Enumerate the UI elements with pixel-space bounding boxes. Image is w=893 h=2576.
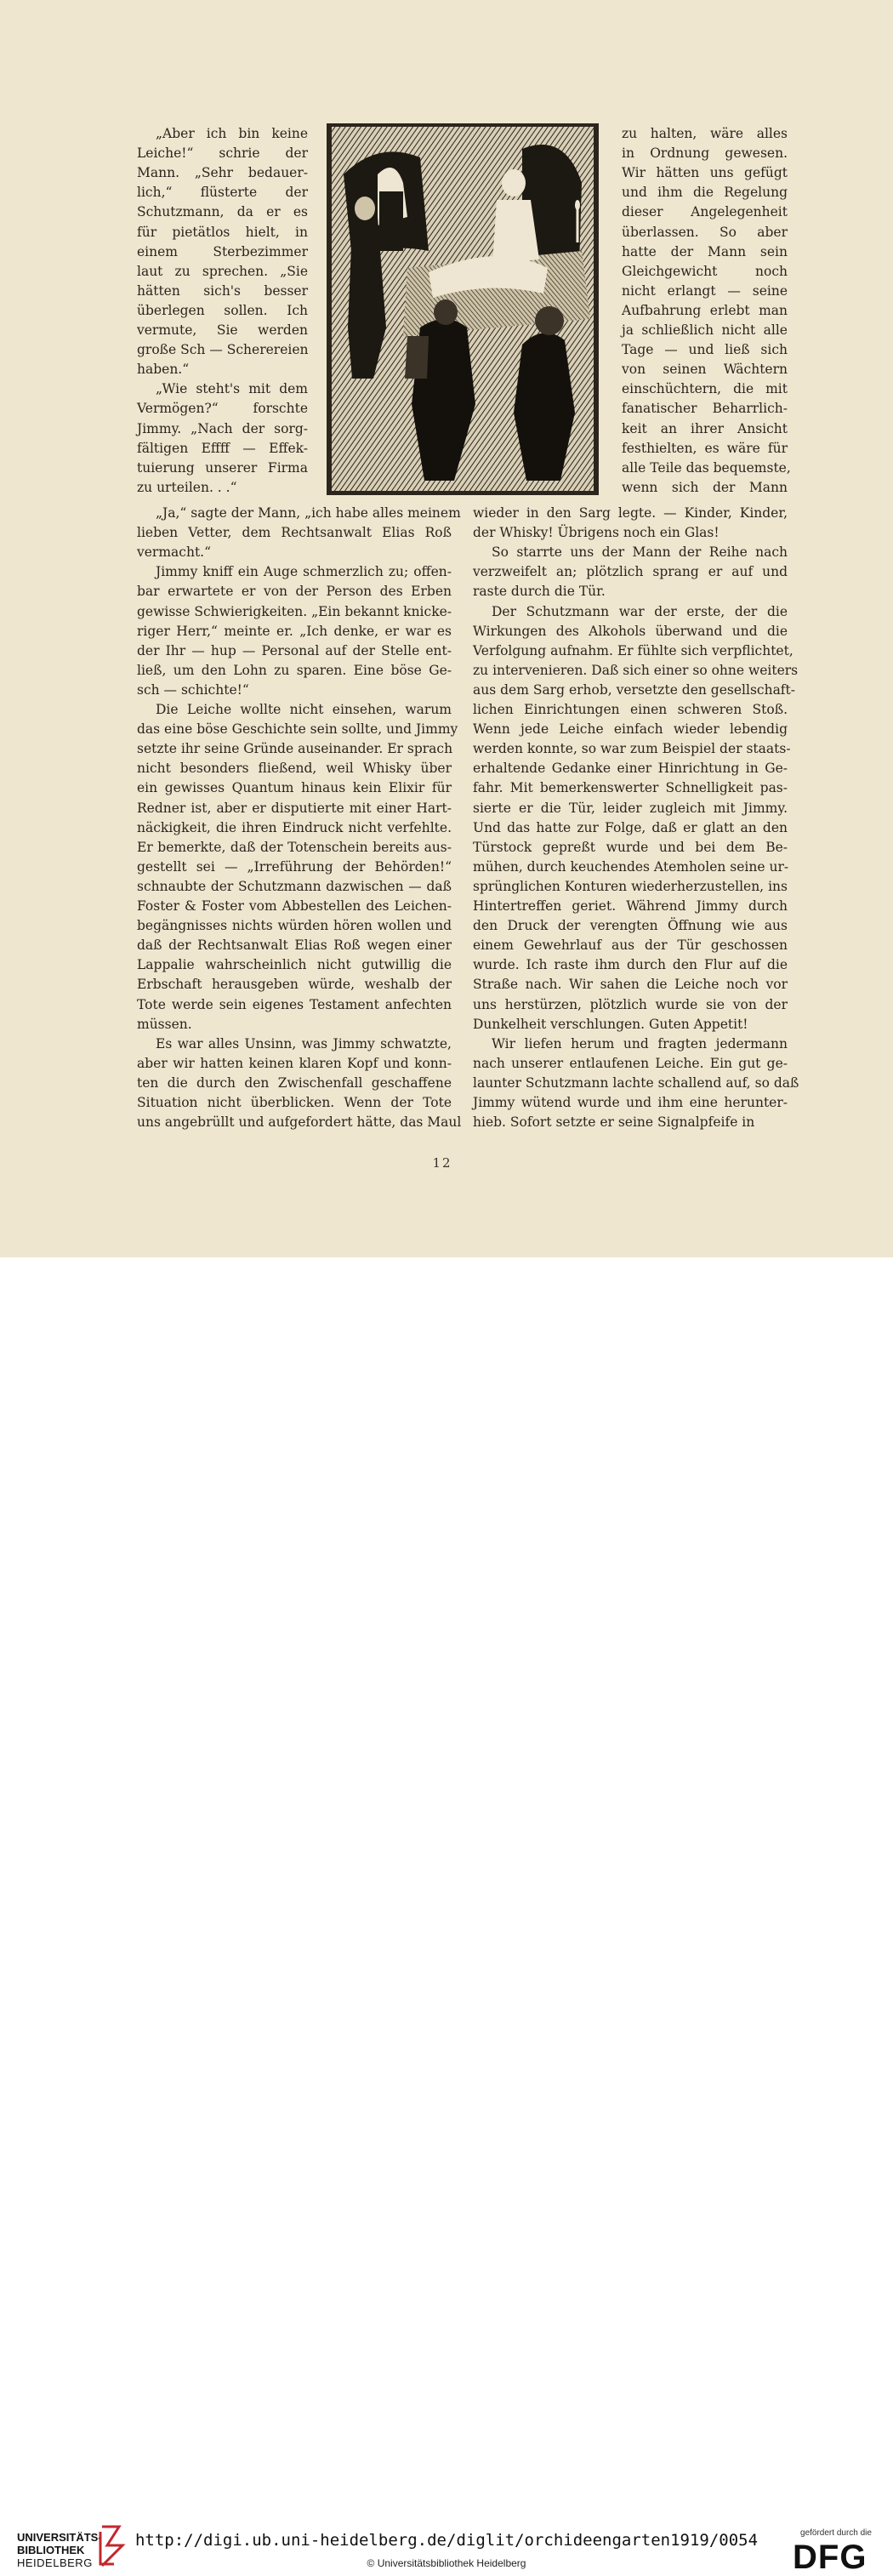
- text-line: wieder in den Sarg legte. — Kinder, Kinder,: [473, 505, 788, 521]
- scanned-page: [0, 0, 893, 1257]
- text-line: Wenn jede Leiche einfach wieder lebendig: [473, 721, 788, 737]
- text-line: wurde. Ich raste ihm durch den Flur auf die: [473, 957, 788, 972]
- text-line: „Ja,“ sagte der Mann, „ich habe alles meinem: [156, 505, 461, 521]
- text-line: nicht erlangt — seine: [622, 283, 788, 299]
- text-line: das eine böse Geschichte sein sollte, und Jimmy: [137, 721, 458, 737]
- text-line: lich,“ flüsterte der: [137, 185, 308, 200]
- text-line: wenn sich der Mann: [622, 480, 788, 495]
- text-line: nach unserer entlaufenen Leiche. Ein gut ge-: [473, 1056, 788, 1071]
- text-line: tuierung unserer Firma: [137, 460, 308, 476]
- text-line: laut zu sprechen. „Sie: [137, 264, 308, 279]
- text-line: Und das hatte zur Folge, daß er glatt an den: [473, 820, 788, 835]
- text-line: zu urteilen. . .“: [137, 480, 237, 495]
- text-line: festhielten, es wäre für: [622, 441, 788, 456]
- text-line: Leiche!“ schrie der: [137, 145, 308, 161]
- text-line: erhaltende Gedanke einer Hinrichtung in Ge-: [473, 761, 788, 776]
- text-line: große Sch — Scherereien: [137, 342, 309, 357]
- text-line: näckigkeit, die ihren Eindruck nicht verfehlte.: [137, 820, 452, 835]
- text-line: Jimmy wütend wurde und ihm eine herunter-: [473, 1095, 788, 1110]
- text-line: Wir liefen herum und fragten jedermann: [492, 1036, 788, 1051]
- text-line: Aufbahrung erlebt man: [622, 303, 788, 318]
- text-line: Foster & Foster vom Abbestellen des Leichen-: [137, 898, 452, 914]
- text-line: Die Leiche wollte nicht einsehen, warum: [156, 702, 452, 717]
- library-name-line1: UNIVERSITÄTS-: [17, 2531, 102, 2544]
- text-line: So starrte uns der Mann der Reihe nach: [492, 544, 788, 560]
- text-line: in Ordnung gewesen.: [622, 145, 788, 161]
- text-line: Tote werde sein eigenes Testament anfechten: [137, 997, 452, 1012]
- text-line: hätten sich's besser: [137, 283, 308, 299]
- text-line: sierte er die Tür, leider zugleich mit Jimmy.: [473, 801, 788, 816]
- text-line: und ihm die Regelung: [622, 185, 788, 200]
- text-line: raste durch die Tür.: [473, 584, 606, 599]
- text-line: Straße nach. Wir sahen die Leiche noch vor: [473, 977, 788, 992]
- text-line: werden konnte, so war zum Beispiel der staats-: [473, 741, 791, 756]
- text-line: Schutzmann, da er es: [137, 204, 308, 219]
- text-line: Wirkungen des Alkohols überwand und die: [473, 624, 788, 639]
- library-name-line3: HEIDELBERG: [17, 2556, 93, 2569]
- text-line: ein gewisses Quantum hinaus kein Elixir für: [137, 780, 452, 795]
- text-line: Jimmy kniff ein Auge schmerzlich zu; offen-: [156, 564, 452, 579]
- text-line: „Wie steht's mit dem: [156, 381, 308, 396]
- text-line: Er bemerkte, daß der Totenschein bereits aus-: [137, 840, 452, 855]
- text-line: Mann. „Sehr bedauer-: [137, 165, 308, 180]
- text-line: vermute, Sie werden: [137, 322, 308, 338]
- text-line: launter Schutzmann lachte schallend auf, so daß: [473, 1075, 799, 1091]
- text-line: nicht besonders fließend, weil Whisky über: [137, 761, 452, 776]
- text-line: einem Gewehrlauf aus der Tür geschossen: [473, 938, 788, 953]
- text-line: begängnisses nichts würden hören wollen und: [137, 918, 452, 933]
- text-line: Tage — und ließ sich: [622, 342, 788, 357]
- text-line: Redner ist, aber er disputierte mit einer Hart-: [137, 801, 452, 816]
- text-line: zu intervenieren. Daß sich einer so ohne weiters: [473, 663, 799, 678]
- text-line: dieser Angelegenheit: [622, 204, 788, 219]
- text-line: Türstock gepreßt wurde und bei dem Be-: [473, 840, 788, 855]
- text-line: hieb. Sofort setzte er seine Signalpfeife in: [473, 1114, 755, 1130]
- text-line: „Aber ich bin keine: [156, 126, 308, 141]
- text-line: fältigen Effff — Effek-: [137, 441, 308, 456]
- text-line: haben.“: [137, 362, 190, 377]
- text-line: von seinen Wächtern: [622, 362, 788, 377]
- text-line: aus dem Sarg erhob, versetzte den gesellschaft-: [473, 682, 796, 698]
- text-line: gewisse Schwierigkeiten. „Ein bekannt knicke-: [137, 604, 452, 619]
- text-line: vermacht.“: [137, 544, 212, 560]
- text-line: verzweifelt an; plötzlich sprang er auf und: [473, 564, 788, 579]
- text-line: riger Herr,“ meinte er. „Ich denke, er war es: [137, 624, 452, 639]
- text-line: schnaubte der Schutzmann dazwischen — daß: [137, 879, 452, 894]
- text-line: lichen Einrichtungen einen schweren Stoß.: [473, 702, 788, 717]
- text-line: zu halten, wäre alles: [622, 126, 788, 141]
- text-line: Dunkelheit verschlungen. Guten Appetit!: [473, 1017, 748, 1032]
- text-line: Wir hätten uns gefügt: [622, 165, 788, 180]
- text-line: Situation nicht überblicken. Wenn der Tote: [137, 1095, 452, 1110]
- text-line: lieben Vetter, dem Rechtsanwalt Elias Roß: [137, 525, 452, 540]
- text-line: fanatischer Beharrlich-: [622, 401, 788, 416]
- text-line: uns angebrüllt und aufgefordert hätte, das Maul: [137, 1114, 462, 1130]
- text-line: der Ihr — hup — Personal auf der Stelle ent-: [137, 643, 452, 658]
- text-line: keit an ihrer Ansicht: [622, 421, 788, 436]
- text-line: Erbschaft herausgeben würde, weshalb der: [137, 977, 452, 992]
- funding-label: gefördert durch die: [800, 2528, 872, 2538]
- text-line: aber wir hatten keinen klaren Kopf und konn-: [137, 1056, 452, 1071]
- text-line: Jimmy. „Nach der sorg-: [137, 421, 308, 436]
- text-line: für pietätlos hielt, in: [137, 225, 308, 240]
- text-line: ja schließlich nicht alle: [622, 322, 788, 338]
- text-line: daß der Rechtsanwalt Elias Roß wegen einer: [137, 938, 452, 953]
- text-line: Vermögen?“ forschte: [137, 401, 308, 416]
- text-line: einem Sterbezimmer: [137, 244, 308, 259]
- dfg-logo: DFG: [793, 2539, 867, 2576]
- text-line: uns herstürzen, plötzlich wurde sie von der: [473, 997, 788, 1012]
- text-line: überlegen sollen. Ich: [137, 303, 308, 318]
- text-line: alle Teile das bequemste,: [622, 460, 791, 476]
- text-line: hatte der Mann sein: [622, 244, 788, 259]
- text-line: der Whisky! Übrigens noch ein Glas!: [473, 525, 720, 540]
- source-url-link[interactable]: http://digi.ub.uni-heidelberg.de/diglit/orchideengarten1919/0054: [134, 2531, 759, 2550]
- woodcut-illustration: [327, 123, 599, 495]
- text-line: fahr. Mit bemerkenswerter Schnelligkeit pas-: [473, 780, 788, 795]
- text-line: gestellt sei — „Irreführung der Behörden!“: [137, 859, 452, 875]
- text-line: ten die durch den Zwischenfall geschaffene: [137, 1075, 452, 1091]
- text-line: Verfolgung aufnahm. Er fühlte sich verpflichtet,: [473, 643, 793, 658]
- text-line: sprünglichen Konturen wiederherzustellen, ins: [473, 879, 788, 894]
- text-line: einschüchtern, die mit: [622, 381, 788, 396]
- footer-bar: [0, 1257, 893, 2576]
- copyright-notice: © Universitätsbibliothek Heidelberg: [367, 2557, 526, 2569]
- text-line: Der Schutzmann war der erste, der die: [492, 604, 788, 619]
- text-line: mühen, durch keuchendes Atemholen seine ur-: [473, 859, 789, 875]
- text-line: Es war alles Unsinn, was Jimmy schwatzte,: [156, 1036, 452, 1051]
- page-number: 12: [432, 1155, 452, 1171]
- text-line: bar erwartete er von der Person des Erben: [137, 584, 452, 599]
- library-name-line2: BIBLIOTHEK: [17, 2544, 85, 2556]
- text-line: Lappalie wahrscheinlich nicht gutwillig die: [137, 957, 452, 972]
- text-line: den Druck der verengten Öffnung wie aus: [473, 918, 788, 933]
- text-line: müssen.: [137, 1017, 192, 1032]
- text-line: ließ, um den Lohn zu sparen. Eine böse Ge-: [137, 663, 452, 678]
- text-line: Gleichgewicht noch: [622, 264, 788, 279]
- text-line: setzte ihr seine Gründe auseinander. Er sprach: [137, 741, 453, 756]
- text-line: überlassen. So aber: [622, 225, 788, 240]
- text-line: sch — schichte!“: [137, 682, 249, 698]
- text-line: Hintertreffen geriet. Während Jimmy durch: [473, 898, 788, 914]
